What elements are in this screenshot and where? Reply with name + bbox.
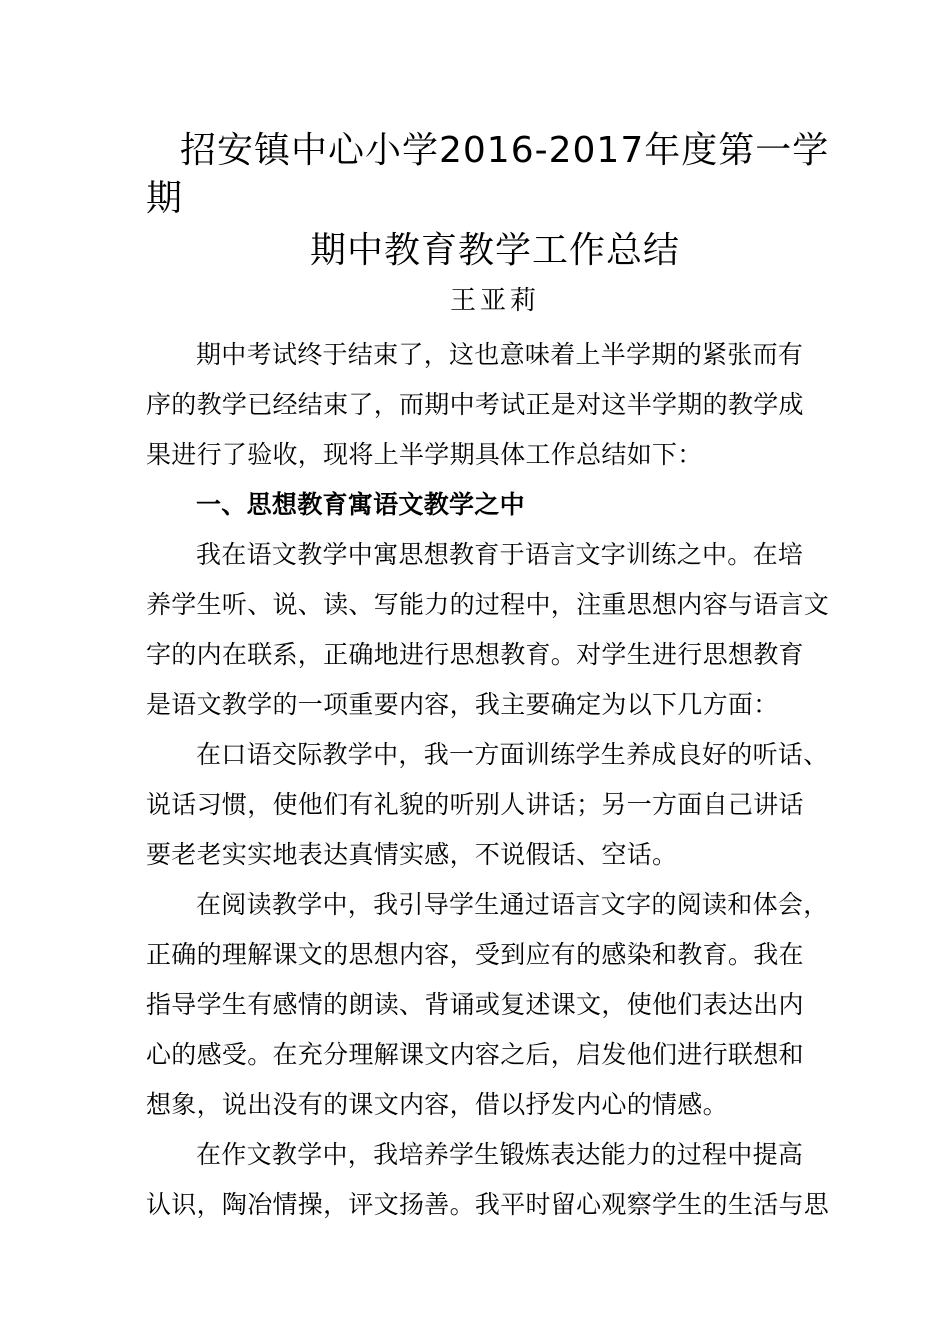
- paragraph-line: 期中考试终于结束了，这也意味着上半学期的紧张而有: [196, 340, 804, 369]
- paragraph-line: 养学生听、说、读、写能力的过程中，注重思想内容与语言文: [146, 590, 830, 619]
- paragraph-line: 我在语文教学中寓思想教育于语言文字训练之中。在培: [196, 540, 804, 569]
- paragraph-line: 果进行了验收，现将上半学期具体工作总结如下：: [146, 440, 703, 469]
- title-line-1-wrap: 期: [146, 178, 183, 219]
- paragraph-line: 在作文教学中，我培养学生锻炼表达能力的过程中提高: [196, 1140, 804, 1169]
- author-name: 王亚莉: [449, 286, 540, 316]
- paragraph-line: 在口语交际教学中，我一方面训练学生养成良好的听话、: [196, 740, 829, 769]
- paragraph-line: 想象，说出没有的课文内容，借以抒发内心的情感。: [146, 1090, 728, 1119]
- paragraph-line: 要老老实实地表达真情实感，不说假话、空话。: [146, 840, 678, 869]
- paragraph-line: 指导学生有感情的朗读、背诵或复述课文，使他们表达出内: [146, 990, 804, 1019]
- paragraph-line: 字的内在联系，正确地进行思想教育。对学生进行思想教育: [146, 640, 804, 669]
- paragraph-line: 序的教学已经结束了，而期中考试正是对这半学期的教学成: [146, 390, 804, 419]
- paragraph-line: 是语文教学的一项重要内容，我主要确定为以下几方面：: [146, 690, 779, 719]
- section-heading: 一、思想教育寓语文教学之中: [196, 490, 525, 519]
- paragraph-line: 认识，陶冶情操，评文扬善。我平时留心观察学生的生活与思: [146, 1190, 830, 1219]
- title-line-2: 期中教育教学工作总结: [309, 230, 680, 271]
- paragraph-line: 心的感受。在充分理解课文内容之后，启发他们进行联想和: [146, 1040, 804, 1069]
- body-text: [146, 330, 830, 1230]
- paragraph-line: 说话习惯，使他们有礼貌的听别人讲话；另一方面自己讲话: [146, 790, 804, 819]
- paragraph-line: 正确的理解课文的思想内容，受到应有的感染和教育。我在: [146, 940, 804, 969]
- title-line-1: 招安镇中心小学2016-2017年度第一学: [180, 130, 830, 171]
- paragraph-line: 在阅读教学中，我引导学生通过语言文字的阅读和体会，: [196, 890, 829, 919]
